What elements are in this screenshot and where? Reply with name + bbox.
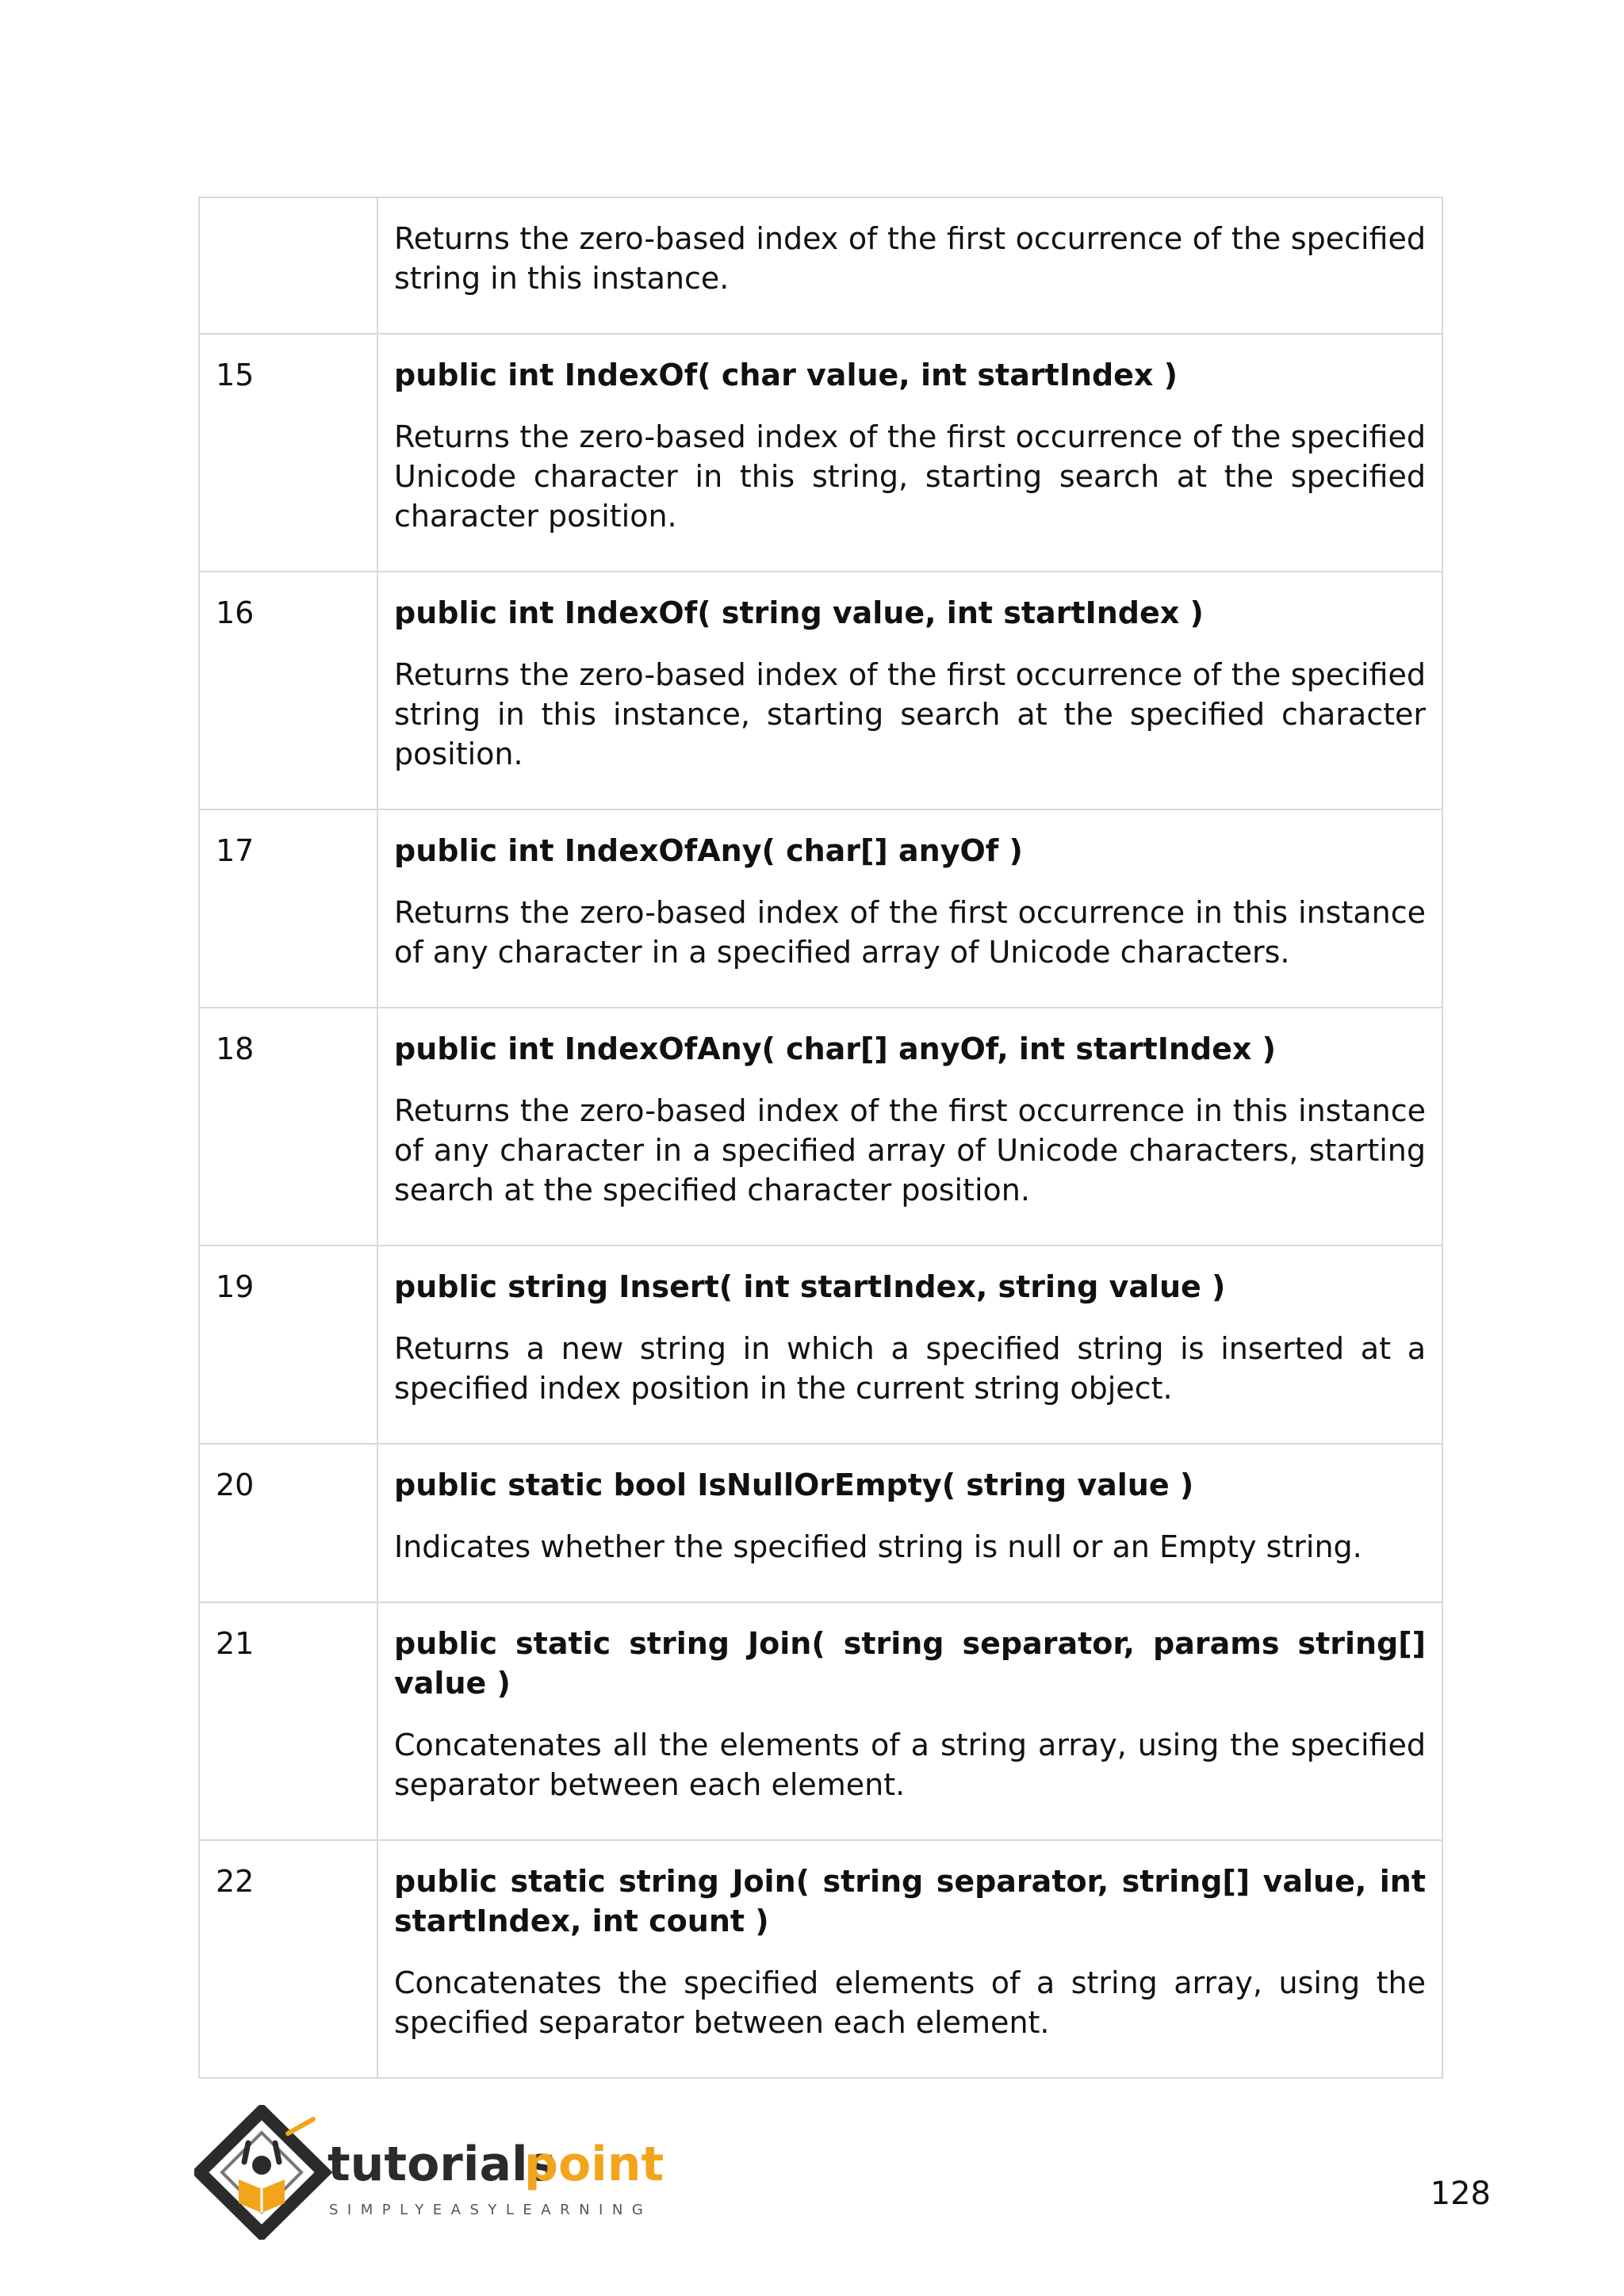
method-cell xyxy=(377,334,1442,572)
row-number: 18 xyxy=(199,1008,377,1246)
method-description: Returns the zero-based index of the first occurrence in this instance of any character in a specified array of Unicode characters. xyxy=(394,895,1426,970)
table-row xyxy=(199,572,1442,809)
table-row xyxy=(199,1840,1442,2078)
row-number: 16 xyxy=(199,572,377,809)
logo-word-point: point xyxy=(524,2137,665,2192)
method-signature: public static bool IsNullOrEmpty( string value ) xyxy=(394,1468,1194,1502)
method-description: Concatenates the specified elements of a string array, using the specified separator between each element. xyxy=(394,1965,1426,2040)
logo-emblem-icon xyxy=(200,2111,324,2233)
table-row xyxy=(199,1444,1442,1602)
method-signature: public static string Join( string separator, params string[] value ) xyxy=(394,1626,1426,1701)
method-description: Returns a new string in which a specified string is inserted at a specified index position in the current string object. xyxy=(394,1331,1426,1406)
method-cell xyxy=(377,809,1442,1008)
method-signature: public int IndexOf( char value, int startIndex ) xyxy=(394,358,1178,392)
method-cell xyxy=(377,572,1442,809)
table-row xyxy=(199,1602,1442,1840)
logo-word-tutorials: tutorials xyxy=(327,2137,557,2192)
table-row xyxy=(199,1246,1442,1444)
methods-table xyxy=(198,197,1443,2079)
method-signature: public static string Join( string separator, string[] value, int startIndex, int count ) xyxy=(394,1864,1426,1938)
table-row xyxy=(199,334,1442,572)
row-number xyxy=(199,197,377,334)
row-number: 19 xyxy=(199,1246,377,1444)
method-description: Returns the zero-based index of the first occurrence of the specified string in this instance. xyxy=(394,221,1426,296)
method-signature: public int IndexOfAny( char[] anyOf ) xyxy=(394,833,1023,868)
table-row xyxy=(199,197,1442,334)
method-signature: public int IndexOfAny( char[] anyOf, int startIndex ) xyxy=(394,1031,1276,1066)
method-description: Returns the zero-based index of the first occurrence in this instance of any character in a specified array of Unicode characters, starting search at the specified character position. xyxy=(394,1093,1426,1207)
page-number: 128 xyxy=(1430,2175,1491,2212)
method-cell xyxy=(377,1008,1442,1246)
table-row xyxy=(199,1008,1442,1246)
row-number: 15 xyxy=(199,334,377,572)
row-number: 17 xyxy=(199,809,377,1008)
logo-tagline: SIMPLYEASYLEARNING xyxy=(329,2202,653,2218)
method-signature: public string Insert( int startIndex, string value ) xyxy=(394,1269,1226,1304)
method-description: Returns the zero-based index of the first occurrence of the specified string in this instance, starting search at the specified character position. xyxy=(394,657,1426,771)
method-cell xyxy=(377,1444,1442,1602)
method-cell xyxy=(377,197,1442,334)
method-cell xyxy=(377,1602,1442,1840)
row-number: 20 xyxy=(199,1444,377,1602)
row-number: 22 xyxy=(199,1840,377,2078)
method-description: Concatenates all the elements of a string array, using the specified separator between each element. xyxy=(394,1728,1426,1802)
row-number: 21 xyxy=(199,1602,377,1840)
method-description: Returns the zero-based index of the first occurrence of the specified Unicode character in this string, starting search at the specified character position. xyxy=(394,419,1426,534)
table-row xyxy=(199,809,1442,1008)
method-cell xyxy=(377,1246,1442,1444)
method-description: Indicates whether the specified string is null or an Empty string. xyxy=(394,1529,1362,1564)
tutorialspoint-logo xyxy=(194,2105,670,2240)
method-signature: public int IndexOf( string value, int startIndex ) xyxy=(394,595,1204,630)
method-cell xyxy=(377,1840,1442,2078)
